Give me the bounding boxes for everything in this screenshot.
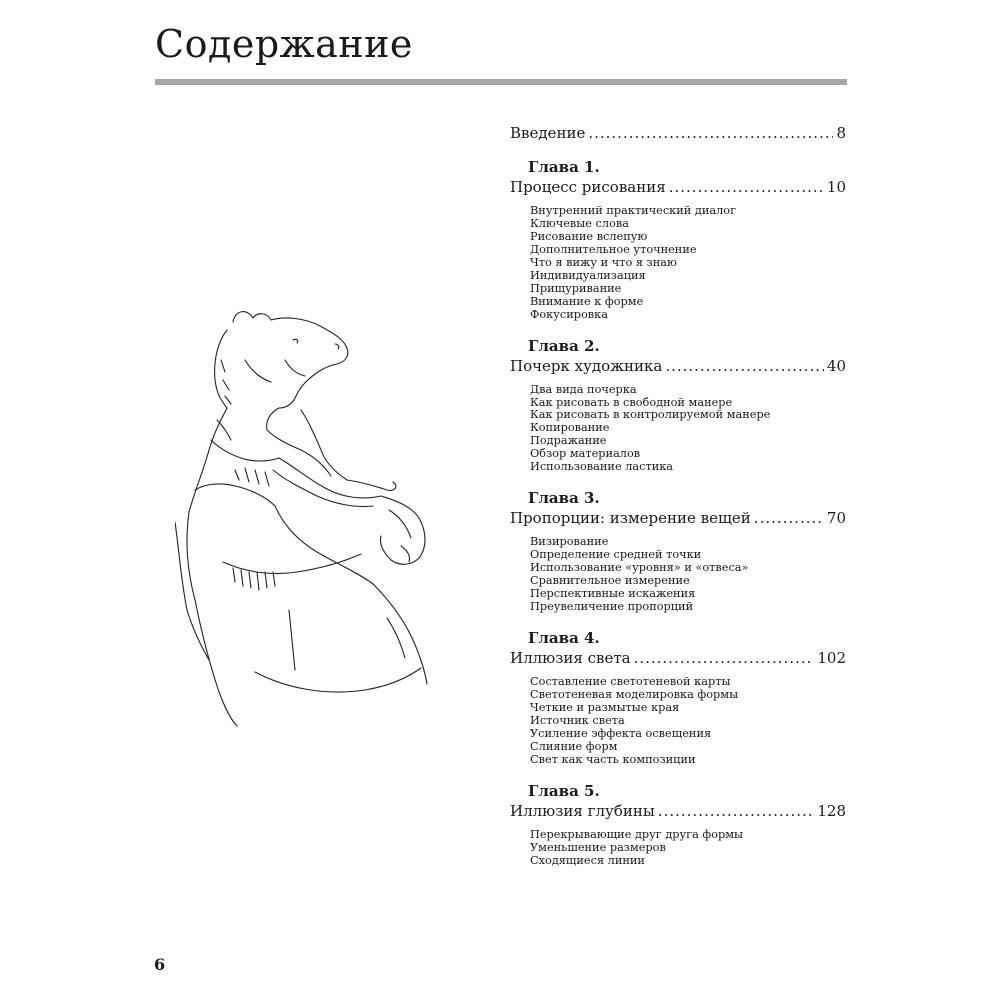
section-item[interactable]: Светотеневая моделировка формы — [530, 687, 739, 701]
section-item[interactable]: Использование «уровня» и «отвеса» — [530, 561, 749, 575]
chapter-page: 128 — [817, 801, 846, 820]
section-item[interactable]: Ключевые слова — [530, 216, 629, 230]
section-item[interactable]: Сравнительное измерение — [530, 574, 690, 588]
section-item[interactable]: Что я вижу и что я знаю — [530, 255, 677, 269]
section-item[interactable]: Преувеличение пропорций — [530, 600, 694, 614]
section-list — [530, 536, 846, 614]
chapter-title: Процесс рисования — [510, 178, 666, 196]
toc-intro-label: Введение — [510, 124, 586, 142]
chapter-page: 102 — [817, 648, 846, 667]
section-item[interactable]: Обзор материалов — [530, 447, 641, 461]
chapter-title-row[interactable] — [510, 648, 846, 668]
chapter-title-row[interactable] — [510, 801, 846, 821]
chapter-label: Глава 3. — [528, 489, 600, 508]
chapter-page: 10 — [826, 178, 846, 196]
table-of-contents — [510, 123, 846, 868]
section-item[interactable]: Перекрывающие друг друга формы — [530, 827, 744, 841]
section-item[interactable]: Определение средней точки — [530, 548, 702, 562]
dot-leader — [669, 177, 824, 197]
toc-chapter-2 — [510, 336, 846, 475]
bear-sketch-icon — [175, 300, 465, 730]
section-item[interactable]: Составление светотеневой карты — [530, 674, 731, 688]
dot-leader — [658, 801, 815, 821]
chapter-page: 70 — [826, 509, 846, 528]
title-rule — [155, 79, 847, 85]
section-item[interactable]: Слияние форм — [530, 739, 618, 753]
chapter-page: 40 — [826, 356, 846, 375]
section-item[interactable]: Подражание — [530, 434, 607, 448]
section-item[interactable]: Четкие и размытые края — [530, 700, 680, 714]
chapter-title: Иллюзия глубины — [510, 801, 655, 820]
section-list — [530, 676, 846, 767]
page-number: 6 — [154, 955, 166, 974]
section-item[interactable]: Внутренний практический диалог — [530, 204, 736, 217]
section-item[interactable]: Использование ластика — [530, 460, 674, 474]
section-item[interactable]: Как рисовать в свободной манере — [530, 395, 733, 409]
chapter-title-row[interactable] — [510, 356, 846, 376]
section-item[interactable]: Дополнительное уточнение — [530, 242, 697, 256]
chapter-title-row[interactable] — [510, 177, 846, 197]
toc-intro[interactable] — [510, 123, 846, 143]
section-item[interactable]: Сходящиеся линии — [530, 853, 645, 867]
toc-chapter-5 — [510, 781, 846, 868]
section-item[interactable]: Рисование вслепую — [530, 229, 648, 243]
section-item[interactable]: Индивидуализация — [530, 268, 646, 282]
section-item[interactable]: Как рисовать в контролируемой манере — [530, 408, 771, 422]
section-item[interactable]: Уменьшение размеров — [530, 840, 666, 854]
section-item[interactable]: Два вида почерка — [530, 382, 637, 396]
chapter-label: Глава 5. — [528, 781, 600, 800]
section-item[interactable]: Источник света — [530, 713, 625, 727]
section-item[interactable]: Внимание к форме — [530, 294, 644, 308]
chapter-title: Почерк художника — [510, 356, 663, 375]
section-item[interactable]: Копирование — [530, 421, 610, 435]
section-item[interactable]: Перспективные искажения — [530, 587, 696, 601]
chapter-title: Иллюзия света — [510, 648, 631, 667]
toc-chapter-3 — [510, 488, 846, 614]
chapter-label: Глава 1. — [528, 158, 600, 176]
dot-leader — [588, 123, 833, 143]
section-item[interactable]: Фокусировка — [530, 307, 608, 321]
dot-leader — [634, 648, 815, 668]
toc-intro-page: 8 — [836, 124, 846, 142]
toc-chapter-4 — [510, 628, 846, 767]
section-list — [530, 384, 846, 475]
chapter-label: Глава 4. — [528, 628, 600, 647]
chapter-title-row[interactable] — [510, 508, 846, 528]
chapter-title: Пропорции: измерение вещей — [510, 509, 751, 528]
section-item[interactable]: Усиление эффекта освещения — [530, 726, 712, 740]
section-item[interactable]: Прищуривание — [530, 281, 622, 295]
section-item[interactable]: Визирование — [530, 535, 609, 549]
section-list — [530, 829, 846, 868]
chapter-label: Глава 2. — [528, 336, 600, 355]
toc-chapter-1 — [510, 157, 846, 322]
dot-leader — [665, 356, 824, 376]
section-list — [530, 205, 846, 322]
section-item[interactable]: Свет как часть композиции — [530, 752, 696, 766]
page-title: Содержание — [155, 22, 413, 66]
dot-leader — [754, 508, 824, 528]
